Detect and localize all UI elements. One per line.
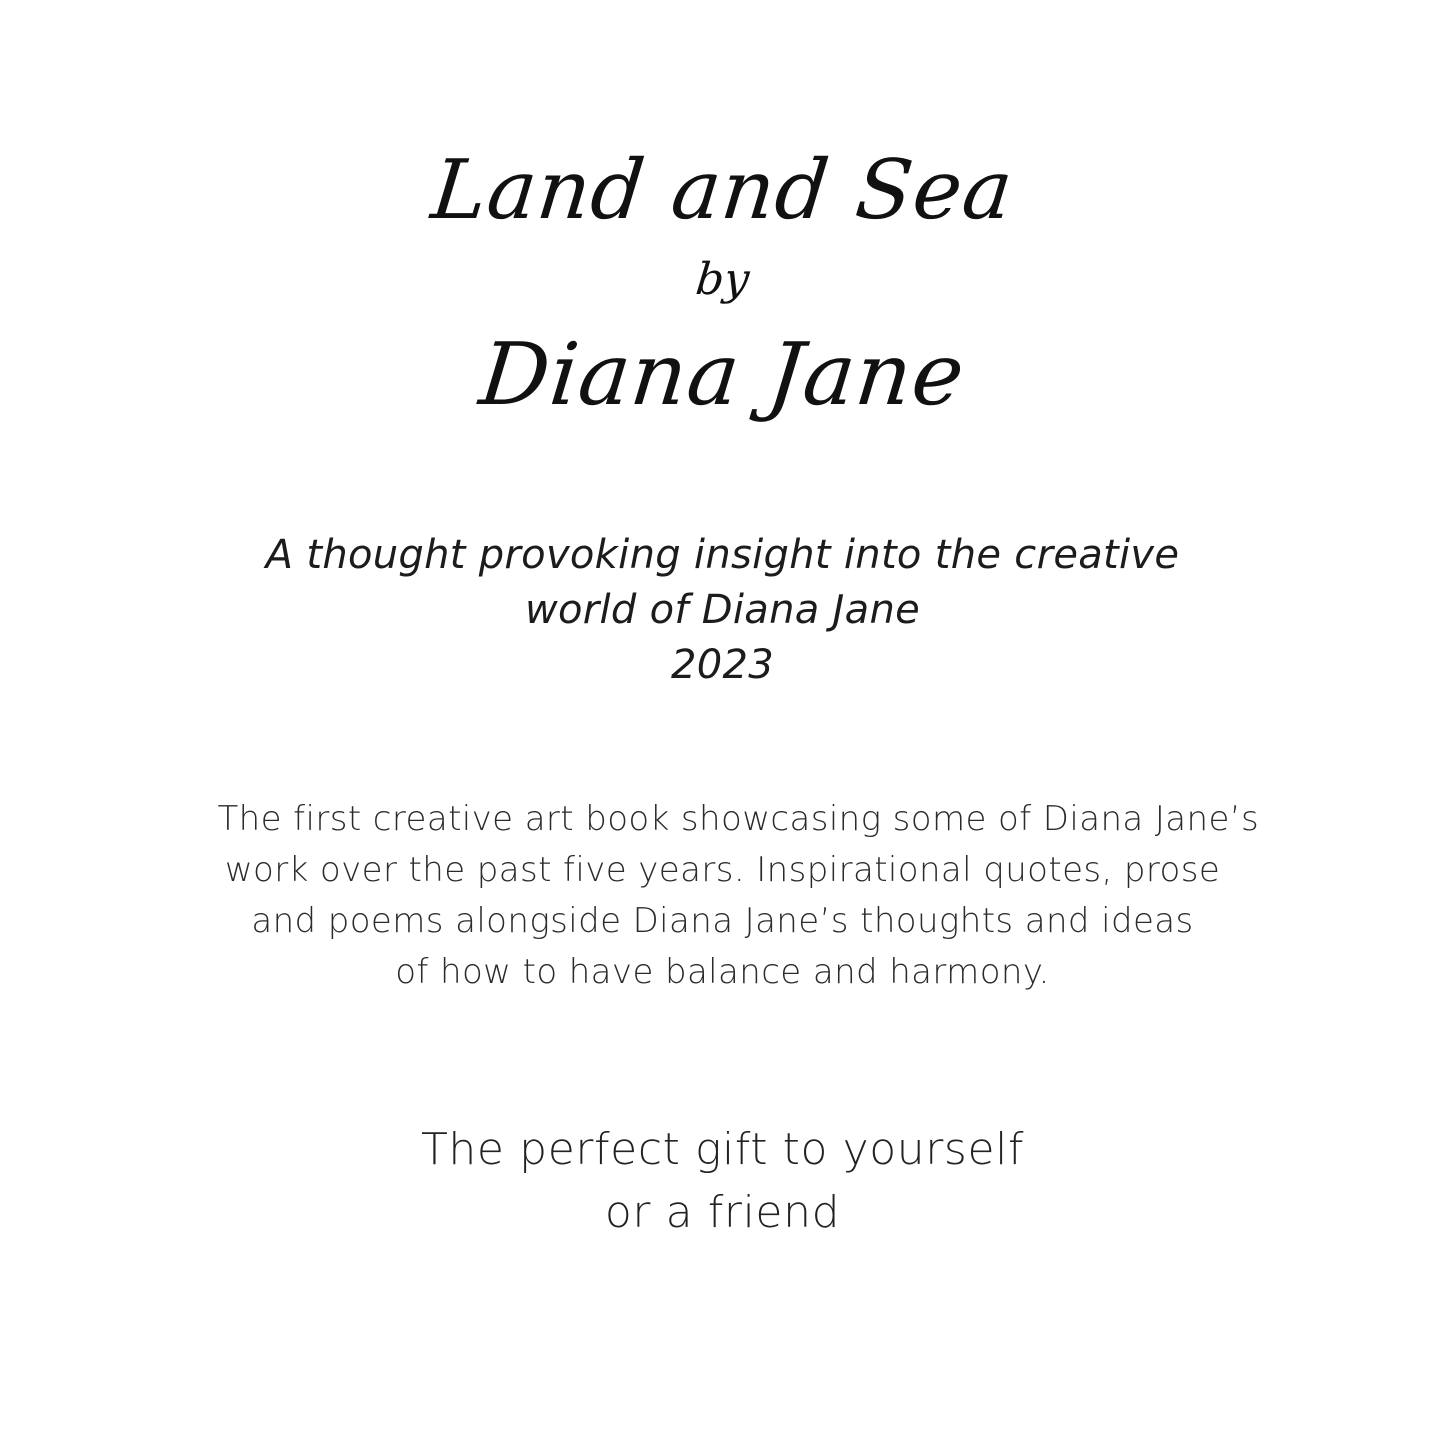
description-line-4: of how to have balance and harmony.: [395, 951, 1050, 992]
description-line-1: The first creative art book showcasing some of Diana Jane’s: [217, 798, 1260, 839]
callout-line-1: The perfect gift to yourself: [420, 1123, 1025, 1175]
tagline-line-1: A thought provoking insight into the: [265, 532, 1002, 578]
title-block: [0, 143, 1445, 425]
gift-callout: [421, 1118, 1024, 1246]
tagline: [243, 528, 1203, 694]
callout-line-2: or a friend: [604, 1187, 841, 1239]
page-title: Land and Sea: [427, 143, 1018, 238]
description-line-3: and poems alongside Diana Jane’s thoughts and ideas: [251, 900, 1194, 941]
tagline-line-2: creative world of Diana Jane: [524, 532, 1180, 634]
description-paragraph: [217, 794, 1260, 998]
publication-year: 2023: [671, 642, 774, 689]
author-name: Diana Jane: [475, 325, 970, 425]
description-line-2: work over the past five years. Inspirational quotes, prose: [224, 849, 1221, 890]
byline-connector: by: [693, 254, 752, 305]
